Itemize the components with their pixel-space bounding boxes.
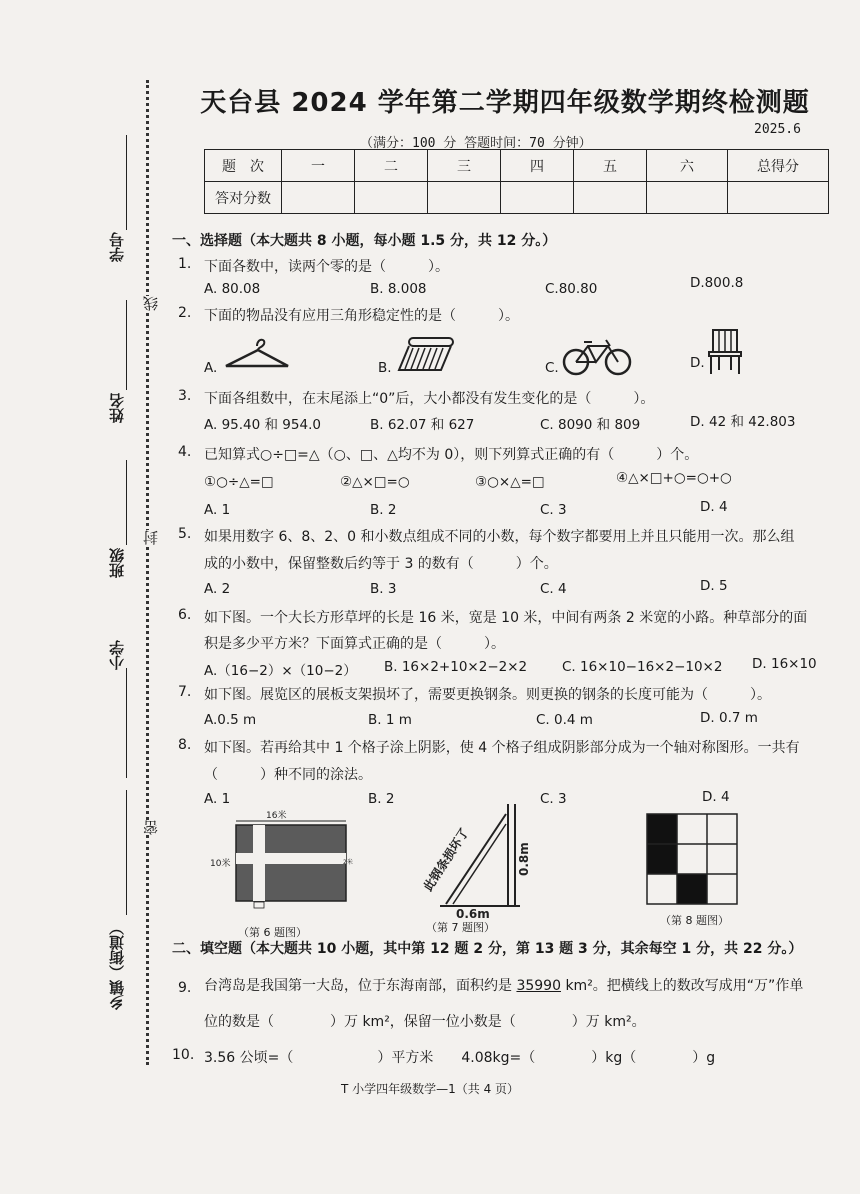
question-number: 9. [178,980,192,996]
option-c: C.80.80 [545,281,598,297]
question-text: 如下图。展览区的展板支架损坏了，需要更换钢条。则更换的钢条的长度可能为（ ）。 [204,687,771,703]
option-a: A.0.5 m [204,712,257,728]
score-row-label: 答对分数 [205,182,282,214]
question-text: 下面各数中，读两个零的是（ ）。 [204,259,449,275]
option-c: C. 0.4 m [536,712,593,728]
option-b: B. [378,360,392,376]
page-footer: T 小学四年级数学—1（共 4 页） [340,1082,520,1096]
option-a: A. [204,360,218,376]
question-text-cont: 积是多少平方米？下面算式正确的是（ ）。 [204,636,505,652]
question-text: 已知算式○÷□=△（○、□、△均不为 0），则下列算式正确的有（ ）个。 [204,447,699,463]
name-line [126,300,127,390]
question-number: 6. [178,607,192,623]
option-b: B. 16×2+10×2−2×2 [384,659,528,675]
score-header-cell: 五 [574,150,647,182]
question-text: 如果用数字 6、8、2、0 和小数点组成不同的小数，每个数字都要用上并且只能用一次。那么组 [204,529,795,545]
bicycle-icon [562,334,632,376]
option-a: A.（16−2）×（10−2） [204,663,357,679]
chair-icon [705,326,745,376]
q9-underlined-number: 35990 [516,978,561,994]
score-table [204,149,829,214]
option-d: D. 42 和 42.803 [690,414,796,430]
seal-char-line: 线 [142,296,160,311]
score-input-cell[interactable] [574,182,647,214]
margin-label-student-id: 学号 [108,232,126,262]
school-line [126,668,127,778]
question-text: 下面各组数中，在末尾添上“0”后，大小都没有发生变化的是（ ）。 [204,391,655,407]
option-d: D.800.8 [690,275,744,291]
question-text: 如下图。若再给其中 1 个格子涂上阴影，使 4 个格子组成阴影部分成为一个轴对称图形。一共有 [204,740,800,756]
option-a: A. 1 [204,791,231,807]
option-d: D. 0.7 m [700,710,758,726]
margin-label-school: 小学 [108,640,126,670]
seal-char-secret: 密 [142,820,160,835]
clothes-hanger-icon [222,330,292,372]
exam-date: 2025.6 [754,122,801,137]
option-c: C. 3 [540,791,567,807]
question-number: 4. [178,444,192,460]
question-number: 8. [178,737,192,753]
score-input-cell[interactable] [428,182,501,214]
score-header-cell: 总得分 [728,150,829,182]
option-d: D. 16×10 [752,656,817,672]
option-b: B. 62.07 和 627 [370,417,475,433]
score-input-cell[interactable] [282,182,355,214]
option-c: C. 8090 和 809 [540,417,641,433]
question-text: 3.56 公顷=（ ）平方米 4.08kg=（ ）kg（ ）g [204,1050,716,1066]
score-input-cell[interactable] [728,182,829,214]
display-board-stand-diagram [400,800,550,920]
sub-item: ①○÷△=□ [204,474,274,490]
grid-cell-shaded [677,874,707,904]
question-number: 5. [178,526,192,542]
score-input-cell[interactable] [647,182,728,214]
question-text: 如下图。一个大长方形草坪的长是 16 米，宽是 10 米，中间有两条 2 米宽的小路。种草部分的面 [204,610,808,626]
option-b: B. 2 [368,791,395,807]
score-header-cell: 六 [647,150,728,182]
question-text [204,975,803,995]
question-text-cont: （ ）种不同的涂法。 [204,767,372,783]
sub-item: ④△×□+○=○+○ [616,470,732,486]
option-d: D. 5 [700,578,728,594]
sub-item: ②△×□=○ [340,474,410,490]
option-d: D. 4 [700,499,728,515]
grid-cell-shaded [647,844,677,874]
margin-label-class: 班级 [108,548,126,578]
question-text: 下面的物品没有应用三角形稳定性的是（ ）。 [204,308,519,324]
score-input-cell[interactable] [501,182,574,214]
section2-heading: 二、填空题（本大题共 10 小题，其中第 12 题 2 分，第 13 题 3 分，其余每空 1 分，共 22 分。） [172,941,803,957]
fig7-base-label: 0.6m [456,907,490,920]
option-d: D. 4 [702,789,730,805]
sub-item: ③○×△=□ [475,474,545,490]
grid-cell-shaded [647,814,677,844]
fig6-length-label: 16米 [266,811,287,821]
seal-char-seal: 封 [142,530,160,545]
class-line [126,460,127,545]
student-id-line [126,135,127,230]
option-c: C. [545,360,559,376]
option-d: D. [690,355,705,371]
score-header-cell: 三 [428,150,501,182]
option-b: B. 1 m [368,712,412,728]
margin-label-name: 姓名 [108,393,126,423]
option-a: A. 80.08 [204,281,261,297]
question-number: 1. [178,256,192,272]
figure8-caption: （第 8 题图） [660,914,729,927]
question-number: 7. [178,684,192,700]
township-line [126,790,127,915]
option-c: C. 16×10−16×2−10×2 [562,659,723,675]
option-b: B. 2 [370,502,397,518]
solar-water-heater-icon [395,336,455,374]
fig6-width-label: 10米 [210,859,231,869]
question-number: 3. [178,388,192,404]
question-number: 2. [178,305,192,321]
binding-dotted-line [146,80,149,1065]
figure7-caption: （第 7 题图） [426,921,495,934]
fig6-road-label: 2米 [343,859,353,866]
q9-text-a: 台湾岛是我国第一大岛，位于东海南部，面积约是 [204,978,517,994]
option-c: C. 4 [540,581,567,597]
option-b: B. 3 [370,581,397,597]
score-input-cell[interactable] [355,182,428,214]
exam-subtitle: （满分：100 分 答题时间：70 分钟） [360,136,592,151]
option-a: A. 1 [204,502,231,518]
fig7-height-label: 0.8m [517,842,531,876]
margin-label-township: 乡镇（街道） [108,920,126,1010]
fig7-slant-label: 此钢条损坏了 [420,825,472,894]
score-header-cell: 一 [282,150,355,182]
option-a: A. 95.40 和 954.0 [204,417,321,433]
option-a: A. 2 [204,581,231,597]
grid-diagram [646,813,738,905]
section1-heading: 一、选择题（本大题共 8 小题，每小题 1.5 分，共 12 分。） [172,233,557,249]
question-number: 10. [172,1047,195,1063]
option-b: B. 8.008 [370,281,427,297]
lawn-diagram [206,808,356,923]
score-header-cell: 二 [355,150,428,182]
score-header-cell: 题 次 [205,150,282,182]
score-header-cell: 四 [501,150,574,182]
q9-text-b: km²。把横线上的数改写成用“万”作单 [561,978,804,994]
page-title: 天台县 2024 学年第二学期四年级数学期终检测题 [200,88,810,118]
option-c: C. 3 [540,502,567,518]
question-text-cont: 成的小数中，保留整数后约等于 3 的数有（ ）个。 [204,556,558,572]
question-text-cont: 位的数是（ ）万 km²，保留一位小数是（ ）万 km²。 [204,1014,646,1030]
figure6-caption: （第 6 题图） [238,926,307,939]
